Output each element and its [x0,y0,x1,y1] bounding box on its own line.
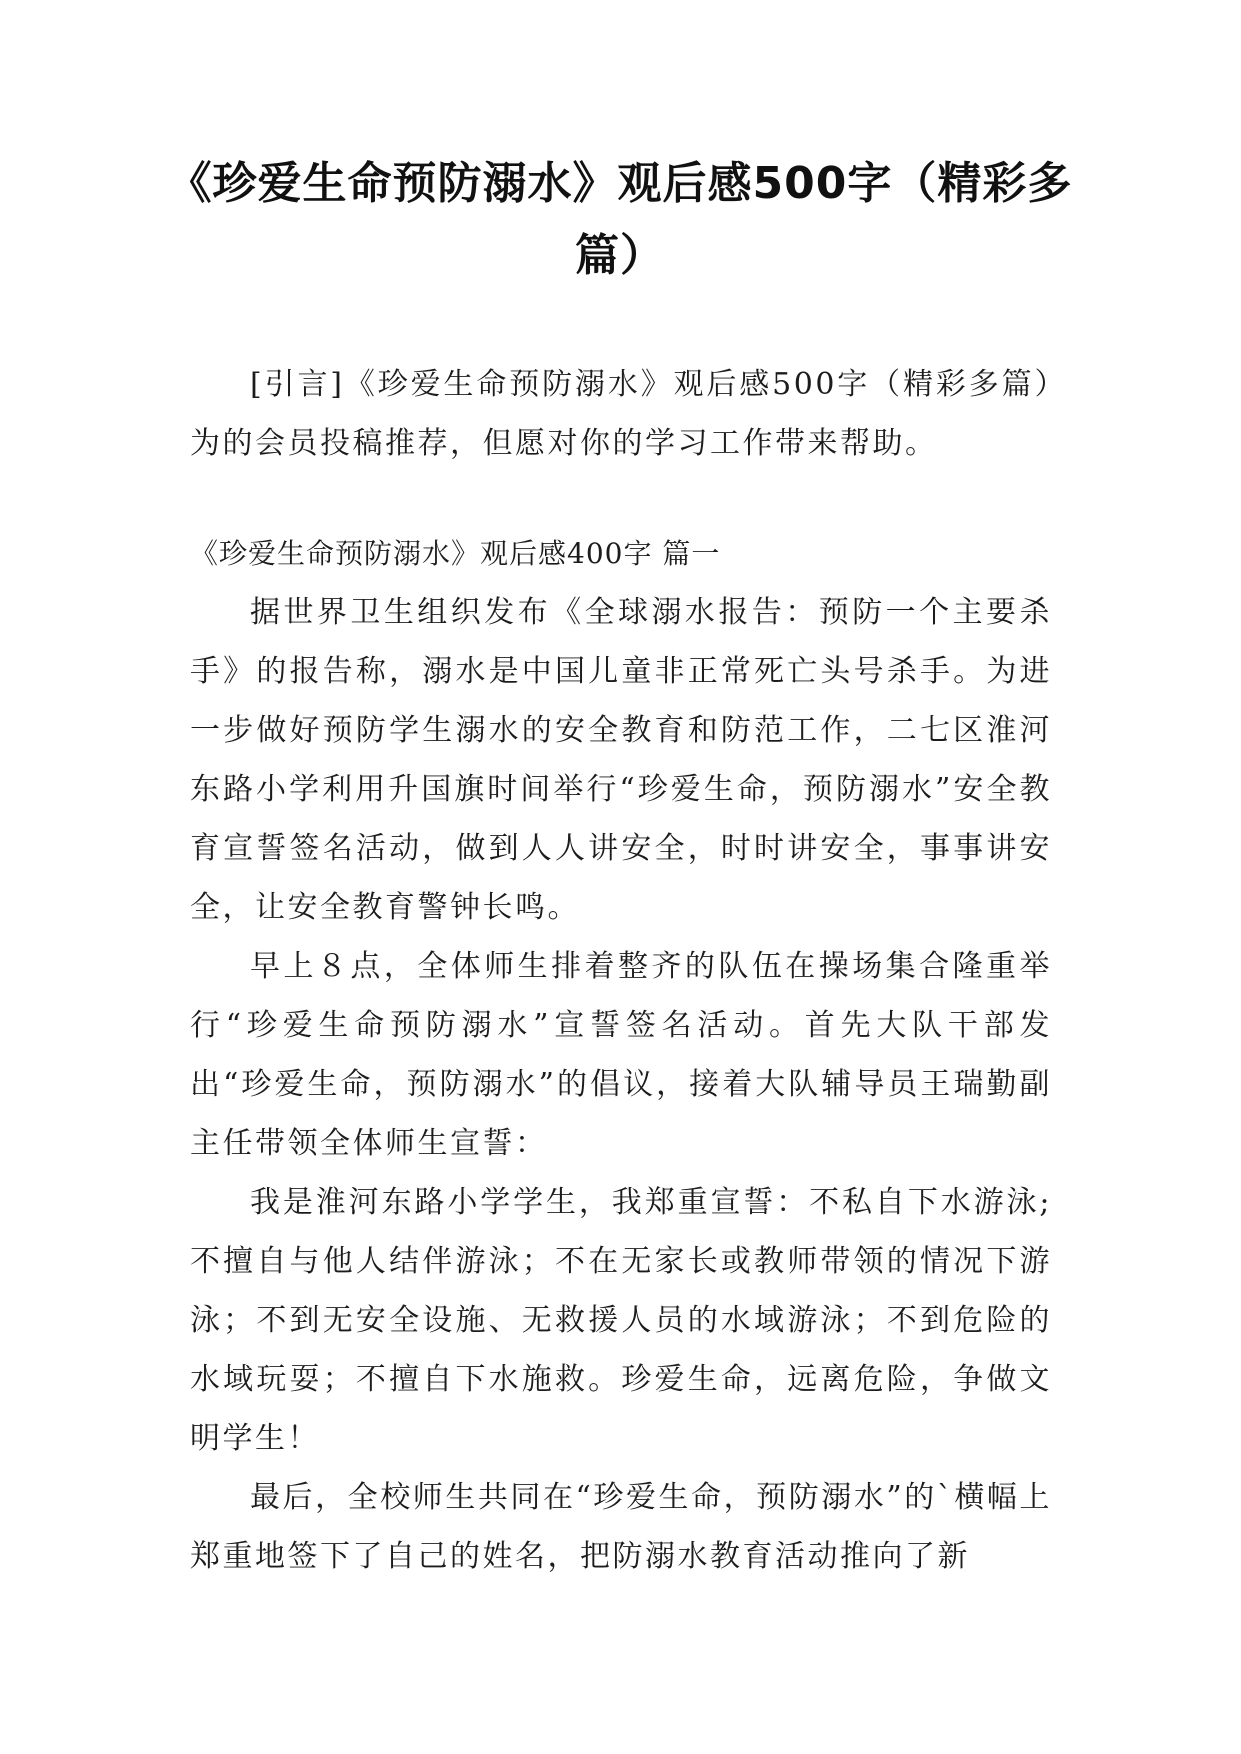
article-body [190,524,1052,1586]
paragraph: 我是淮河东路小学学生，我郑重宣誓：不私自下水游泳;不擅自与他人结伴游泳；不在无家长或教师带领的情况下游泳；不到无安全设施、无救援人员的水域游泳；不到危险的水域玩耍；不擅自下水施救。珍爱生命，远离危险，争做文明学生！ [190,1185,1052,1456]
section-heading: 《珍爱生命预防溺水》观后感400字 篇一 [190,537,721,570]
paragraph: 早上８点，全体师生排着整齐的队伍在操场集合隆重举行“珍爱生命预防溺水”宣誓签名活动。首先大队干部发出“珍爱生命，预防溺水”的倡议，接着大队辅导员王瑞勤副主任带领全体师生宣誓： [190,949,1052,1161]
paragraph: 最后，全校师生共同在“珍爱生命，预防溺水”的`横幅上郑重地签下了自己的姓名，把防溺水教育活动推向了新 [190,1480,1052,1574]
paragraph: 据世界卫生组织发布《全球溺水报告：预防一个主要杀手》的报告称，溺水是中国儿童非正常死亡头号杀手。为进一步做好预防学生溺水的安全教育和防范工作，二七区淮河东路小学利用升国旗时间举行“珍爱生命，预防溺水”安全教育宣誓签名活动，做到人人讲安全，时时讲安全，事事讲安全，让安全教育警钟长鸣。 [190,595,1052,925]
intro-block [190,355,1052,473]
intro-paragraph: [引言]《珍爱生命预防溺水》观后感500字（精彩多篇）为的会员投稿推荐，但愿对你的学习工作带来帮助。 [190,367,1052,461]
document-title: 《珍爱生命预防溺水》观后感500字（精彩多篇） [167,158,1073,281]
